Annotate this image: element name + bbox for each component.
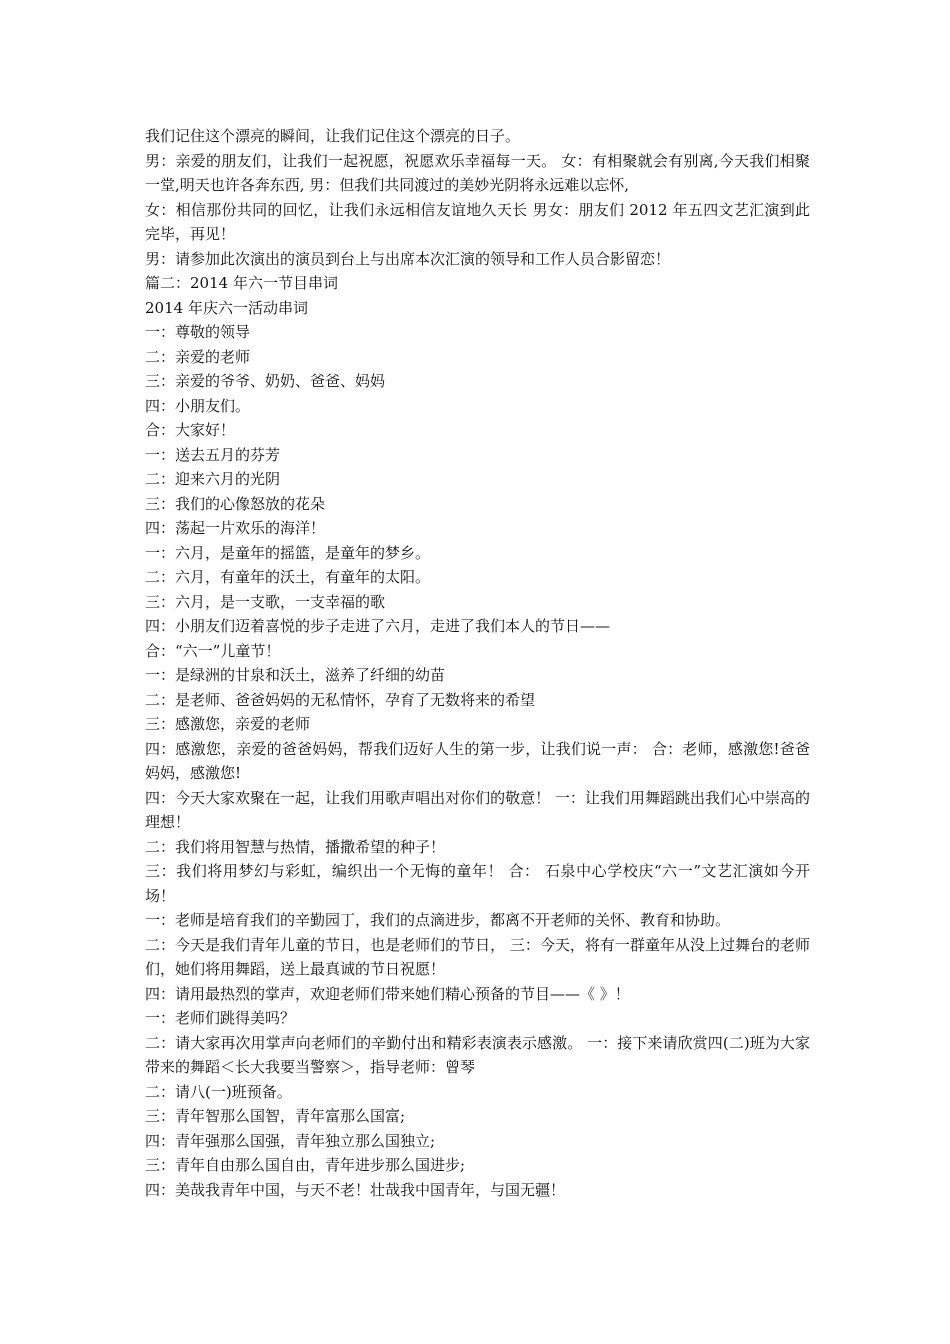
paragraph: 二：是老师、爸爸妈妈的无私情怀，孕育了无数将来的希望 bbox=[145, 690, 536, 709]
section-heading: 篇二：2014 年六一节目串词 bbox=[145, 274, 338, 292]
paragraph: 合：大家好！ bbox=[145, 421, 236, 439]
paragraph: 四：小朋友们。 bbox=[145, 396, 251, 415]
paragraph: 一：六月，是童年的摇篮，是童年的梦乡。 bbox=[145, 543, 431, 562]
paragraph: 合：“六一”儿童节！ bbox=[145, 641, 281, 660]
paragraph: 男：请参加此次演出的演员到台上与出席本次汇演的领导和工作人员合影留恋！ bbox=[145, 249, 671, 268]
paragraph: 一：送去五月的芬芳 bbox=[145, 445, 281, 464]
paragraph: 女：相信那份共同的回忆，让我们永远相信友谊地久天长 男女：朋友们 2012 年五四文艺汇演到此完毕，再见！ bbox=[145, 200, 810, 243]
paragraph: 男：亲爱的朋友们，让我们一起祝愿，祝愿欢乐幸福每一天。 女：有相聚就会有别离,今天我们相聚一堂,明天也许各奔东西, 男：但我们共同渡过的美妙光阴将永远难以忘怀, bbox=[145, 151, 810, 194]
paragraph: 二：迎来六月的光阴 bbox=[145, 470, 281, 488]
paragraph: 四：小朋友们迈着喜悦的步子走进了六月，走进了我们本人的节日—— bbox=[145, 617, 611, 635]
document-title: 2014 年庆六一活动串词 bbox=[145, 298, 308, 317]
paragraph: 三：我们的心像怒放的花朵 bbox=[145, 494, 326, 513]
paragraph: 四：荡起一片欢乐的海洋！ bbox=[145, 519, 326, 537]
paragraph: 四：感激您，亲爱的爸爸妈妈，帮我们迈好人生的第一步，让我们说一声： 合：老师，感激您!爸爸妈妈，感激您! bbox=[145, 739, 810, 782]
paragraph: 一：老师们跳得美吗？ bbox=[145, 1009, 296, 1027]
document-body bbox=[145, 124, 810, 1202]
paragraph: 二：六月，有童年的沃土，有童年的太阳。 bbox=[145, 568, 431, 586]
paragraph: 四：美哉我青年中国，与天不老！壮哉我中国青年，与国无疆！ bbox=[145, 1180, 566, 1199]
paragraph: 一：老师是培育我们的辛勤园丁，我们的点滴进步，都离不开老师的关怀、教育和协助。 bbox=[145, 911, 731, 929]
paragraph: 二：今天是我们青年儿童的节日，也是老师们的节日， 三：今天，将有一群童年从没上过舞台的老师们，她们将用舞蹈，送上最真诚的节日祝愿！ bbox=[145, 935, 810, 978]
paragraph: 一：是绿洲的甘泉和沃土，滋养了纤细的幼苗 bbox=[145, 666, 446, 684]
paragraph: 二：亲爱的老师 bbox=[145, 347, 251, 366]
paragraph: 一：尊敬的领导 bbox=[145, 323, 251, 341]
paragraph: 三：亲爱的爷爷、奶奶、爸爸、妈妈 bbox=[145, 372, 386, 390]
paragraph: 二：我们将用智慧与热情，播撒希望的种子！ bbox=[145, 837, 446, 856]
paragraph: 四：青年强那么国强，青年独立那么国独立; bbox=[145, 1131, 436, 1150]
paragraph: 四：今天大家欢聚在一起，让我们用歌声唱出对你们的敬意！ 一：让我们用舞蹈跳出我们心中崇高的理想！ bbox=[145, 788, 810, 831]
paragraph: 三：六月，是一支歌，一支幸福的歌 bbox=[145, 592, 386, 611]
paragraph: 三：青年智那么国智，青年富那么国富; bbox=[145, 1107, 406, 1125]
paragraph: 二：请大家再次用掌声向老师们的辛勤付出和精彩表演表示感激。 一：接下来请欣赏四(二)班为大家带来的舞蹈＜长大我要当警察＞，指导老师：曾琴 bbox=[145, 1033, 810, 1076]
paragraph: 三：青年自由那么国自由，青年进步那么国进步; bbox=[145, 1156, 466, 1174]
paragraph: 四：请用最热烈的掌声，欢迎老师们带来她们精心预备的节目——《 》！ bbox=[145, 984, 630, 1003]
paragraph: 三：我们将用梦幻与彩虹，编织出一个无悔的童年！ 合： 石泉中心学校庆“六一”文艺汇演如今开场！ bbox=[145, 862, 810, 905]
paragraph: 我们记住这个漂亮的瞬间，让我们记住这个漂亮的日子。 bbox=[145, 127, 521, 145]
paragraph: 三：感激您，亲爱的老师 bbox=[145, 715, 311, 733]
paragraph: 二：请八(一)班预备。 bbox=[145, 1082, 292, 1101]
